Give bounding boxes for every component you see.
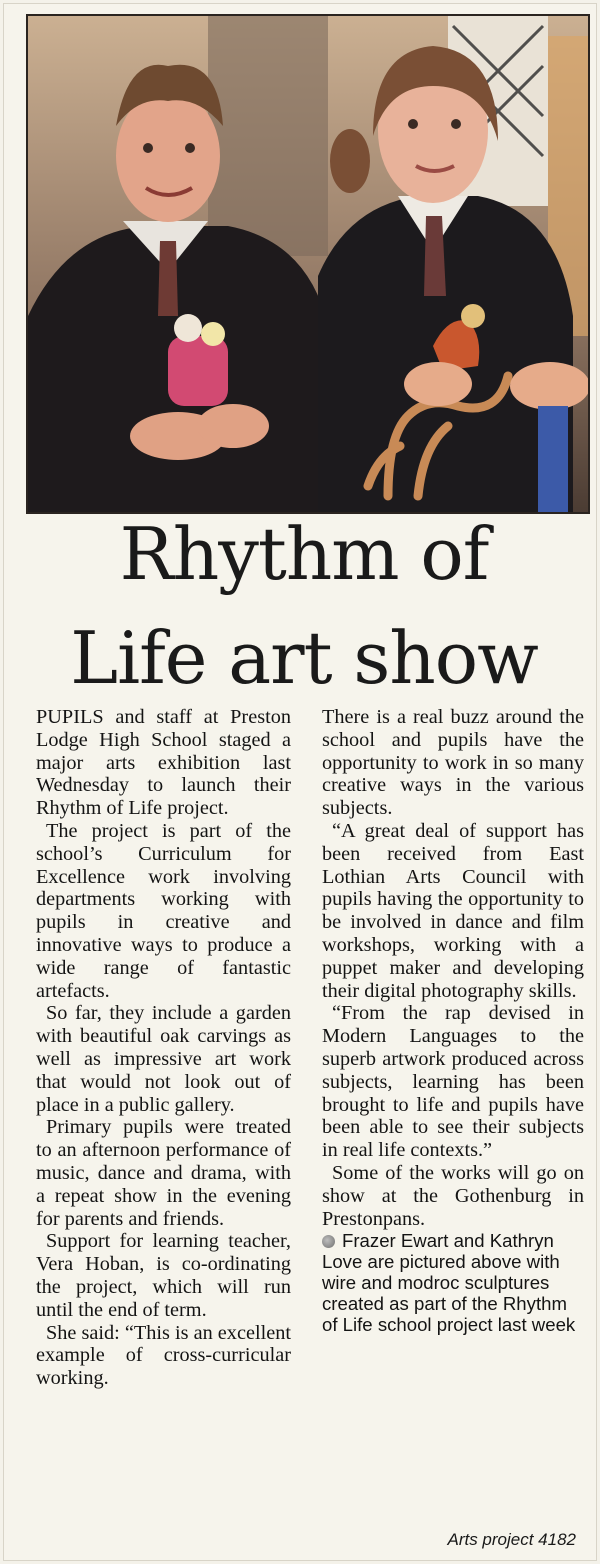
newspaper-clipping xyxy=(4,4,596,1560)
paragraph: There is a real buzz around the school and pupils have the opportunity to work in so many creative ways in the various subjects. xyxy=(322,706,584,820)
article-left-column xyxy=(36,706,291,1390)
paragraph-intro: PUPILS and staff at Preston Lodge High School staged a major arts exhibition last Wednesday to launch their Rhythm of Life project. xyxy=(36,706,291,820)
photo-caption xyxy=(322,1230,584,1335)
paragraph: Support for learning teacher, Vera Hoban, is co-ordinating the project, which will run until the end of term. xyxy=(36,1230,291,1321)
article-right-column xyxy=(322,706,584,1335)
paragraph: She said: “This is an excellent example of cross-curricular working. xyxy=(36,1321,291,1390)
paragraph: Some of the works will go on show at the Gothenburg in Prestonpans. xyxy=(322,1161,584,1230)
photo-credit: Arts project 4182 xyxy=(447,1530,576,1549)
headline-line-1: Rhythm of xyxy=(119,512,489,596)
paragraph: “From the rap devised in Modern Languages to the superb artwork produced across subjects, learning has been brought to life and pupils have been able to see their subjects in real life contexts.” xyxy=(322,1002,584,1162)
bullet-icon xyxy=(322,1235,335,1248)
paragraph: The project is part of the school’s Curriculum for Excellence work involving departments working with pupils in creative and innovative ways to produce a wide range of fantastic artefacts. xyxy=(36,819,291,1002)
photo-caption-text: Frazer Ewart and Kathryn Love are pictured above with wire and modroc sculptures created as part of the Rhythm of Life school project last week xyxy=(322,1230,576,1336)
photo-illustration xyxy=(28,16,588,512)
paragraph: Primary pupils were treated to an afternoon performance of music, dance and drama, with a repeat show in the evening for parents and friends. xyxy=(36,1116,291,1230)
headline-line-2: Life art show xyxy=(70,616,538,700)
paragraph: “A great deal of support has been received from East Lothian Arts Council with pupils having the opportunity to be involved in dance and film workshops, working with a puppet maker and developing their digital photography skills. xyxy=(322,819,584,1002)
article-photo xyxy=(26,14,590,514)
paragraph: So far, they include a garden with beautiful oak carvings as well as impressive art work that would not look out of place in a public gallery. xyxy=(36,1002,291,1116)
